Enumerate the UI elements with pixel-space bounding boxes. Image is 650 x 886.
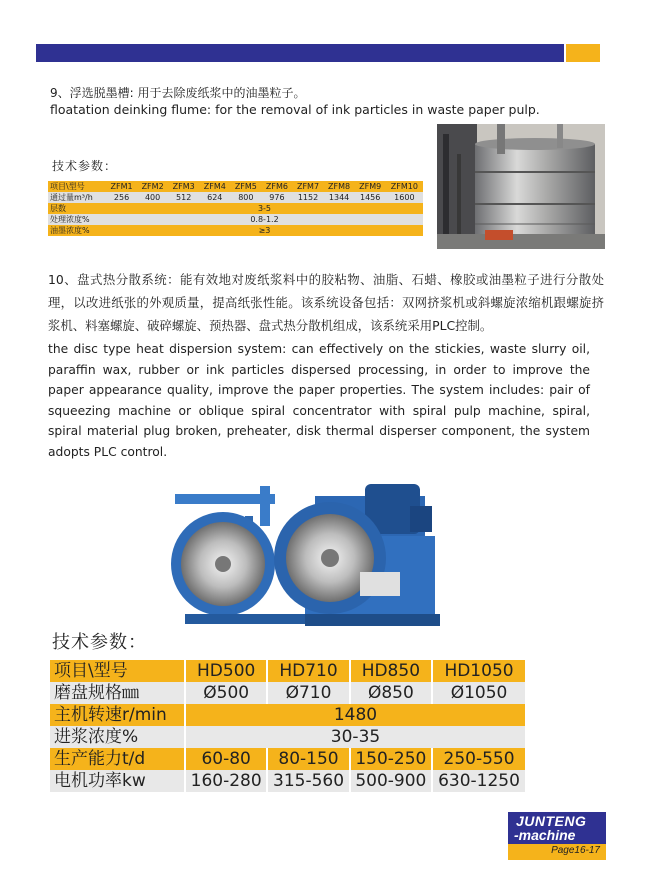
section10-text-cn: 10、盘式热分散系统：能有效地对废纸浆料中的胶粘物、油脂、石蜡、橡胶或油墨粒子进行分散处理，以改进纸张的外观质量，提高纸张性能。该系统设备包括：双网挤浆机或斜螺旋浓缩机跟螺旋挤浆机、料塞螺旋、破碎螺旋、预热器、盘式热分散机组成，该系统采用PLC控制。 bbox=[48, 272, 604, 333]
logo-bottom bbox=[508, 844, 606, 860]
section10-text-en: the disc type heat dispersion system: can effectively on the stickies, waste slurry oil, paraffin wax, rubber or ink particles dispersed processing, in order to improve the paper appearance quality, improve the paper properties. The system includes: pair of squeezing machine or oblique spiral concentrator with spiral pulp machine, spiral, spiral material plug broken, preheater, disk thermal disperser component, the system adopts PLC control. bbox=[48, 342, 590, 459]
table-row: 油墨浓度% ≥3 bbox=[48, 225, 423, 236]
section10-params-label: 技术参数： bbox=[52, 632, 147, 653]
logo-line1: JUNTENG bbox=[516, 813, 587, 829]
logo-line2: -machine bbox=[514, 827, 576, 843]
header-accent bbox=[566, 44, 600, 62]
table-row: 处理浓度% 0.8-1.2 bbox=[48, 214, 423, 225]
table-row: 项目\型号 HD500 HD710 HD850 HD1050 bbox=[50, 660, 525, 682]
table-row: 主机转速r/min 1480 bbox=[50, 704, 525, 726]
logo-top bbox=[508, 812, 606, 844]
table-row: 通过量m³/h 256 400 512 624 800 976 1152 1344 1456 1600 bbox=[48, 192, 423, 203]
junteng-logo bbox=[508, 812, 606, 858]
section9-title-cn: 9、浮选脱墨槽: 用于去除废纸浆中的油墨粒子。 bbox=[50, 86, 306, 100]
flume-spec-table bbox=[48, 181, 423, 236]
disc-disperser-photo bbox=[165, 476, 440, 628]
flotation-flume-photo bbox=[437, 124, 605, 249]
table-row: 电机功率kw 160-280 315-560 500-900 630-1250 bbox=[50, 770, 525, 792]
table-row: 磨盘规格㎜ Ø500 Ø710 Ø850 Ø1050 bbox=[50, 682, 525, 704]
table-row: 进浆浓度% 30-35 bbox=[50, 726, 525, 748]
table-row: 层数 3-5 bbox=[48, 203, 423, 214]
section9-title-en: floatation deinking flume: for the removal of ink particles in waste paper pulp. bbox=[50, 102, 540, 117]
table-row: 生产能力t/d 60-80 80-150 150-250 250-550 bbox=[50, 748, 525, 770]
section9-params-label: 技术参数： bbox=[52, 159, 118, 173]
header-bar bbox=[36, 44, 564, 62]
table-row: 项目\型号 ZFM1 ZFM2 ZFM3 ZFM4 ZFM5 ZFM6 ZFM7 ZFM8 ZFM9 ZFM10 bbox=[48, 181, 423, 192]
disperser-spec-table bbox=[50, 660, 525, 792]
page-number: Page16-17 bbox=[551, 845, 600, 856]
